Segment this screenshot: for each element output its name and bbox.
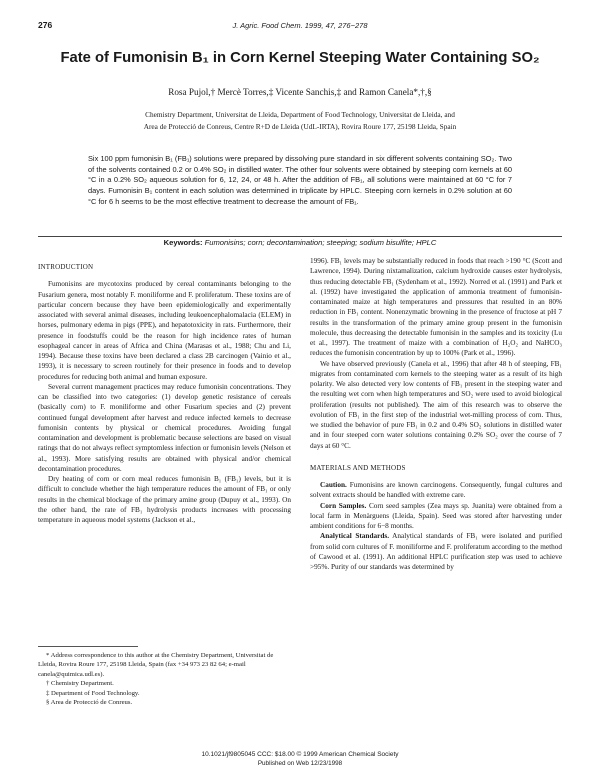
paragraph — [310, 501, 562, 532]
divider — [38, 236, 562, 237]
keywords-text: Fumonisins; corn; decontamination; steeping; sodium bisulfite; HPLC — [204, 238, 437, 247]
keywords-label: Keywords: — [163, 238, 203, 247]
paragraph: We have observed previously (Canela et al., 1996) that after 48 h of steeping, FB₁ migrates from contaminated corn kernels to the steeping water as a result of its high polarity. We also detected very low contents of FB₁ present in the steeping water and the resulting wet corn when high temperatures and SO₂ were used to avoid biological proliferation (results not published). The aim of this research was to observe the evolution of FB₁ in the first step of the industrial wet-milling process of corn. Thus, we studied the behavior of pure FB₁ in 0.2 and 0.4% SO₂ solutions in distilled water and in four steeped corn water solutions containing 0.2% SO₂ over the course of 7 days at 60 °C. — [310, 359, 562, 450]
affiliation-line: Chemistry Department, Universitat de Lleida, Department of Food Technology, Universitat de Lleida, and — [145, 110, 455, 119]
paragraph: Fumonisins are mycotoxins produced by cereal contaminants belonging to the Fusarium genera, most notably F. moniliforme and F. proliferatum. These toxins are of particular concern because they have been epidemiologically and experimentally associated with several animal diseases, including leukoencephalomalacia (ELEM) in horses, pulmonary edema in pigs (PPE), and hepatotoxicity in rats. Furthermore, their presence in foodstuffs could be the reason for high incidence rates of human esophageal cancer in areas of Africa and China (Marasas et al., 1988; Chu and Li, 1994). Because these toxins have been declared a class 2B carcinogen (Vainio et al., 1993), it is necessary to screen routinely for their presence in foods and to develop procedures for reducing both animal and human exposure. — [38, 280, 291, 381]
run-in-text: Fumonisins are known carcinogens. Consequently, fungal cultures and solvent extracts should be handled with extreme care. — [310, 481, 562, 500]
footnotes — [38, 651, 291, 707]
keywords — [0, 238, 600, 247]
paragraph: Dry heating of corn or corn meal reduces fumonisin B₁ (FB₁) levels, but it is difficult to conclude whether the high temperature reduces the amount of FB₁ or only results in the chemical blockage of the primary amine group (Dupuy et al., 1993). On the other hand, the rate of FB₁ hydrolysis products increases with processing temperature in aqueous model systems (Jackson et al., — [38, 475, 291, 524]
running-head: J. Agric. Food Chem. 1999, 47, 276−278 — [232, 21, 368, 30]
paragraph: 1996). FB₁ levels may be substantially reduced in foods that reach >190 °C (Scott and Lawrence, 1994). During nixtamalization, calcium hydroxide causes ester hydrolysis, thus reducing detectable FB₁ (Sydenham et al., 1992). Norred et al. (1991) and Park et al. (1992) have investigated the application of ammonia treatment of fumonisin-contaminated maize at high temperatures and pressures that resulted in an 80% reduction in FB₁ content. Nonenzymatic browning in the presence of fructose at pH 7 results in the transformation of the primary amine group present in the fumonisin molecule, thus decreasing the detectable fumonisin in the samples and its toxicity (Lu et al., 1997). The treatment of maize with a combination of H₂O₂ and NaHCO₃ reduces the fumonisin concentration by up to 100% (Park et al., 1996). — [310, 257, 562, 358]
section-heading: INTRODUCTION — [38, 263, 94, 271]
footnote: * Address correspondence to this author at the Chemistry Department, Universitat de Lleida, Rovira Roure 177, 25198 Lleida, Spain (fax +34 973 23 82 64; e-mail canela@quimica.udl.es). — [38, 652, 274, 678]
doi-line: 10.1021/jf9805045 CCC: $18.00 © 1999 American Chemical Society — [201, 751, 399, 758]
paragraph — [310, 480, 562, 501]
run-in-heading: Corn Samples. — [320, 501, 367, 510]
footnote: † Chemistry Department. — [46, 680, 114, 688]
run-in-heading: Analytical Standards. — [320, 532, 390, 541]
affiliations — [60, 109, 540, 132]
article-title: Fate of Fumonisin B₁ in Corn Kernel Steeping Water Containing SO₂ — [60, 50, 540, 66]
affiliation-line: Area de Protecció de Conreus, Centre R+D de Lleida (UdL-IRTA), Rovira Roure 177, 25198 Lleida, Spain — [143, 121, 457, 131]
run-in-text: Analytical standards of FB₁ were isolated and purified from solid corn cultures of F. moniliforme and F. proliferatum according to the method of Cawood et al. (1991). An additional HPLC purification step was used to achieve >95%. Purity of our standards was determined by — [310, 532, 563, 571]
footnote: § Area de Protecció de Conreus. — [46, 699, 133, 707]
abstract: Six 100 ppm fumonisin B₁ (FB₁) solutions were prepared by dissolving pure standard in six different solvents containing SO₂. Two of the solvents contained 0.2 or 0.4% SO₂ in distilled water. The other four solvents were obtained by steeping corn kernels at 60 °C in a 0.2% SO₂ aqueous solution for 6, 12, 24, or 48 h. After the addition of FB₁, all solutions were maintained at 60 °C for 7 days. Fumonisin B₁ content in each solution was determined in triplicate by HPLC. Steeping corn kernels in 0.2% solution at 60 °C for 6 h seems to be the most effective treatment to decrease the amount of FB₁. — [88, 154, 512, 206]
footnote: ‡ Department of Food Technology. — [46, 689, 140, 697]
section-heading: MATERIALS AND METHODS — [310, 463, 406, 472]
run-in-text: Corn seed samples (Zea mays sp. Juanita) were obtained from a local farm in Menàrguens (Lleida, Spain). Seed was stored after harvesting under ambient conditions for 6−8 months. — [310, 501, 562, 530]
page-number: 276 — [38, 20, 53, 30]
publication-date: Published on Web 12/23/1998 — [257, 760, 343, 767]
right-column — [310, 256, 562, 572]
paragraph — [310, 531, 562, 572]
author-list: Rosa Pujol,† Mercè Torres,‡ Vicente Sanchis,‡ and Ramon Canela*,†,§ — [168, 87, 432, 97]
footnote-divider — [38, 646, 138, 647]
paragraph: Several current management practices may reduce fumonisin concentrations. They can be classified into two categories: (1) develop genetic resistance of cereals (basically corn) to F. moniliforme and other Fusarium species and (2) prevent continued fungal development after harvest and reduce infected kernels to decrease fumonisin contents by physical or chemical procedures. Avoiding fungal contamination and development is problematic because selections are based on visual ratings that do not always reflect symptomless infection or fumonisin levels (Nelson et al., 1993). More satisfying results are obtained with physical and/or chemical decontamination procedures. — [38, 382, 291, 473]
left-column — [38, 256, 291, 525]
run-in-heading: Caution. — [320, 481, 347, 489]
